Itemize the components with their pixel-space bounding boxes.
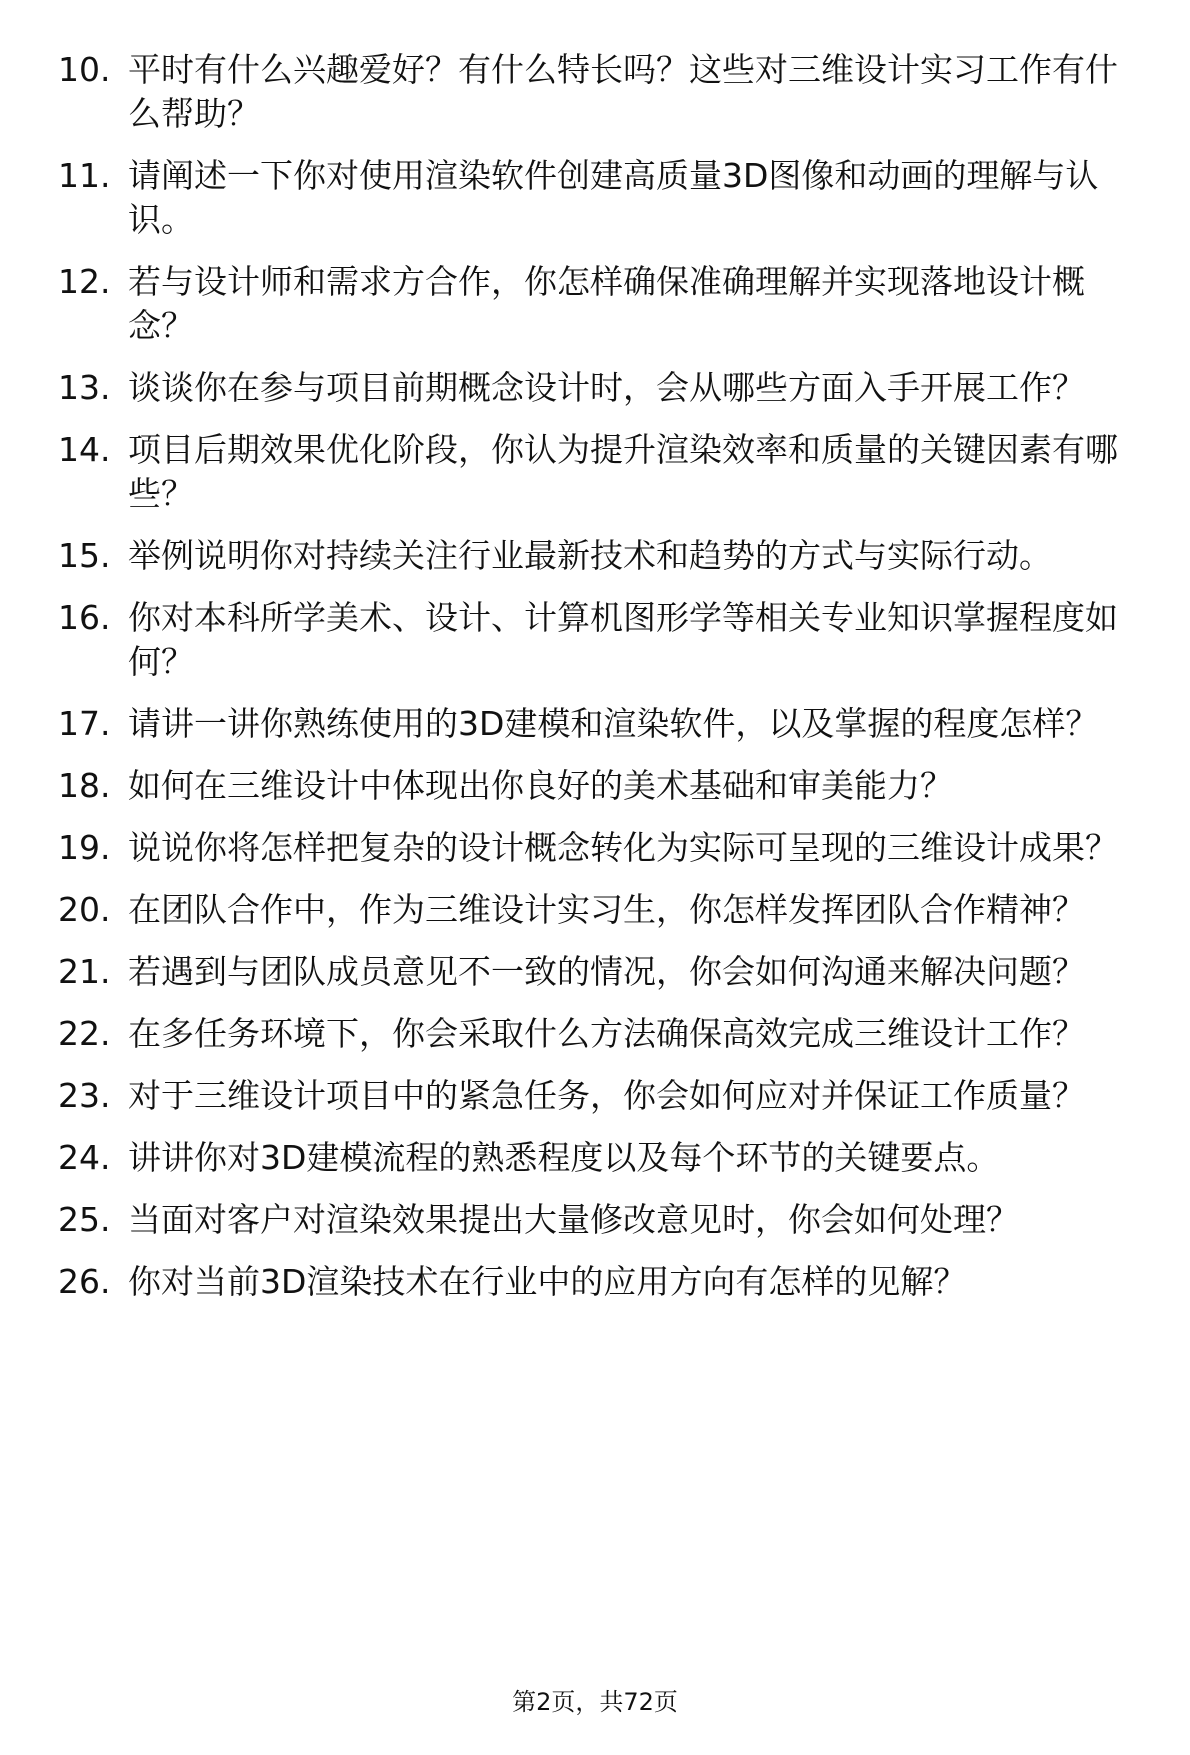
question-number: 26.: [58, 1262, 111, 1301]
question-item: [58, 702, 1148, 746]
question-number: 22.: [58, 1014, 111, 1053]
question-number: 20.: [58, 890, 111, 929]
question-number: 13.: [58, 368, 111, 407]
question-text: 请阐述一下你对使用渲染软件创建高质量3D图像和动画的理解与认识。: [128, 156, 1099, 239]
question-text: 如何在三维设计中体现出你良好的美术基础和审美能力？: [128, 766, 953, 805]
question-number: 24.: [58, 1138, 111, 1177]
question-text: 说说你将怎样把复杂的设计概念转化为实际可呈现的三维设计成果？: [128, 828, 1118, 867]
question-item: [58, 428, 1148, 516]
question-text: 若遇到与团队成员意见不一致的情况，你会如何沟通来解决问题？: [128, 952, 1085, 991]
question-item: [58, 764, 1148, 808]
question-text: 在团队合作中，作为三维设计实习生，你怎样发挥团队合作精神？: [128, 890, 1085, 929]
question-item: [58, 1136, 1148, 1180]
question-text: 你对本科所学美术、设计、计算机图形学等相关专业知识掌握程度如何？: [128, 598, 1118, 681]
question-list: [58, 48, 1148, 1322]
question-text: 请讲一讲你熟练使用的3D建模和渲染软件，以及掌握的程度怎样？: [128, 704, 1099, 743]
question-item: [58, 1198, 1148, 1242]
question-number: 18.: [58, 766, 111, 805]
question-number: 12.: [58, 262, 111, 301]
question-item: [58, 260, 1148, 348]
question-number: 10.: [58, 50, 111, 89]
question-text: 平时有什么兴趣爱好？有什么特长吗？这些对三维设计实习工作有什么帮助？: [128, 50, 1118, 133]
question-item: [58, 826, 1148, 870]
question-text: 项目后期效果优化阶段，你认为提升渲染效率和质量的关键因素有哪些？: [128, 430, 1118, 513]
question-number: 25.: [58, 1200, 111, 1239]
question-number: 15.: [58, 536, 111, 575]
question-item: [58, 366, 1148, 410]
question-item: [58, 888, 1148, 932]
question-number: 14.: [58, 430, 111, 469]
question-number: 17.: [58, 704, 111, 743]
question-text: 举例说明你对持续关注行业最新技术和趋势的方式与实际行动。: [128, 536, 1052, 575]
question-text: 若与设计师和需求方合作，你怎样确保准确理解并实现落地设计概念？: [128, 262, 1085, 345]
question-text: 在多任务环境下，你会采取什么方法确保高效完成三维设计工作？: [128, 1014, 1085, 1053]
question-number: 23.: [58, 1076, 111, 1115]
question-item: [58, 1012, 1148, 1056]
question-number: 19.: [58, 828, 111, 867]
question-item: [58, 596, 1148, 684]
question-text: 讲讲你对3D建模流程的熟悉程度以及每个环节的关键要点。: [128, 1138, 1000, 1177]
question-item: [58, 534, 1148, 578]
question-text: 你对当前3D渲染技术在行业中的应用方向有怎样的见解？: [128, 1262, 967, 1301]
question-text: 谈谈你在参与项目前期概念设计时，会从哪些方面入手开展工作？: [128, 368, 1085, 407]
page-number-footer: 第2页，共72页: [512, 1688, 678, 1716]
question-item: [58, 154, 1148, 242]
question-number: 11.: [58, 156, 111, 195]
question-item: [58, 1260, 1148, 1304]
question-text: 当面对客户对渲染效果提出大量修改意见时，你会如何处理？: [128, 1200, 1019, 1239]
question-number: 16.: [58, 598, 111, 637]
question-item: [58, 1074, 1148, 1118]
question-item: [58, 950, 1148, 994]
question-item: [58, 48, 1148, 136]
question-number: 21.: [58, 952, 111, 991]
question-text: 对于三维设计项目中的紧急任务，你会如何应对并保证工作质量？: [128, 1076, 1085, 1115]
